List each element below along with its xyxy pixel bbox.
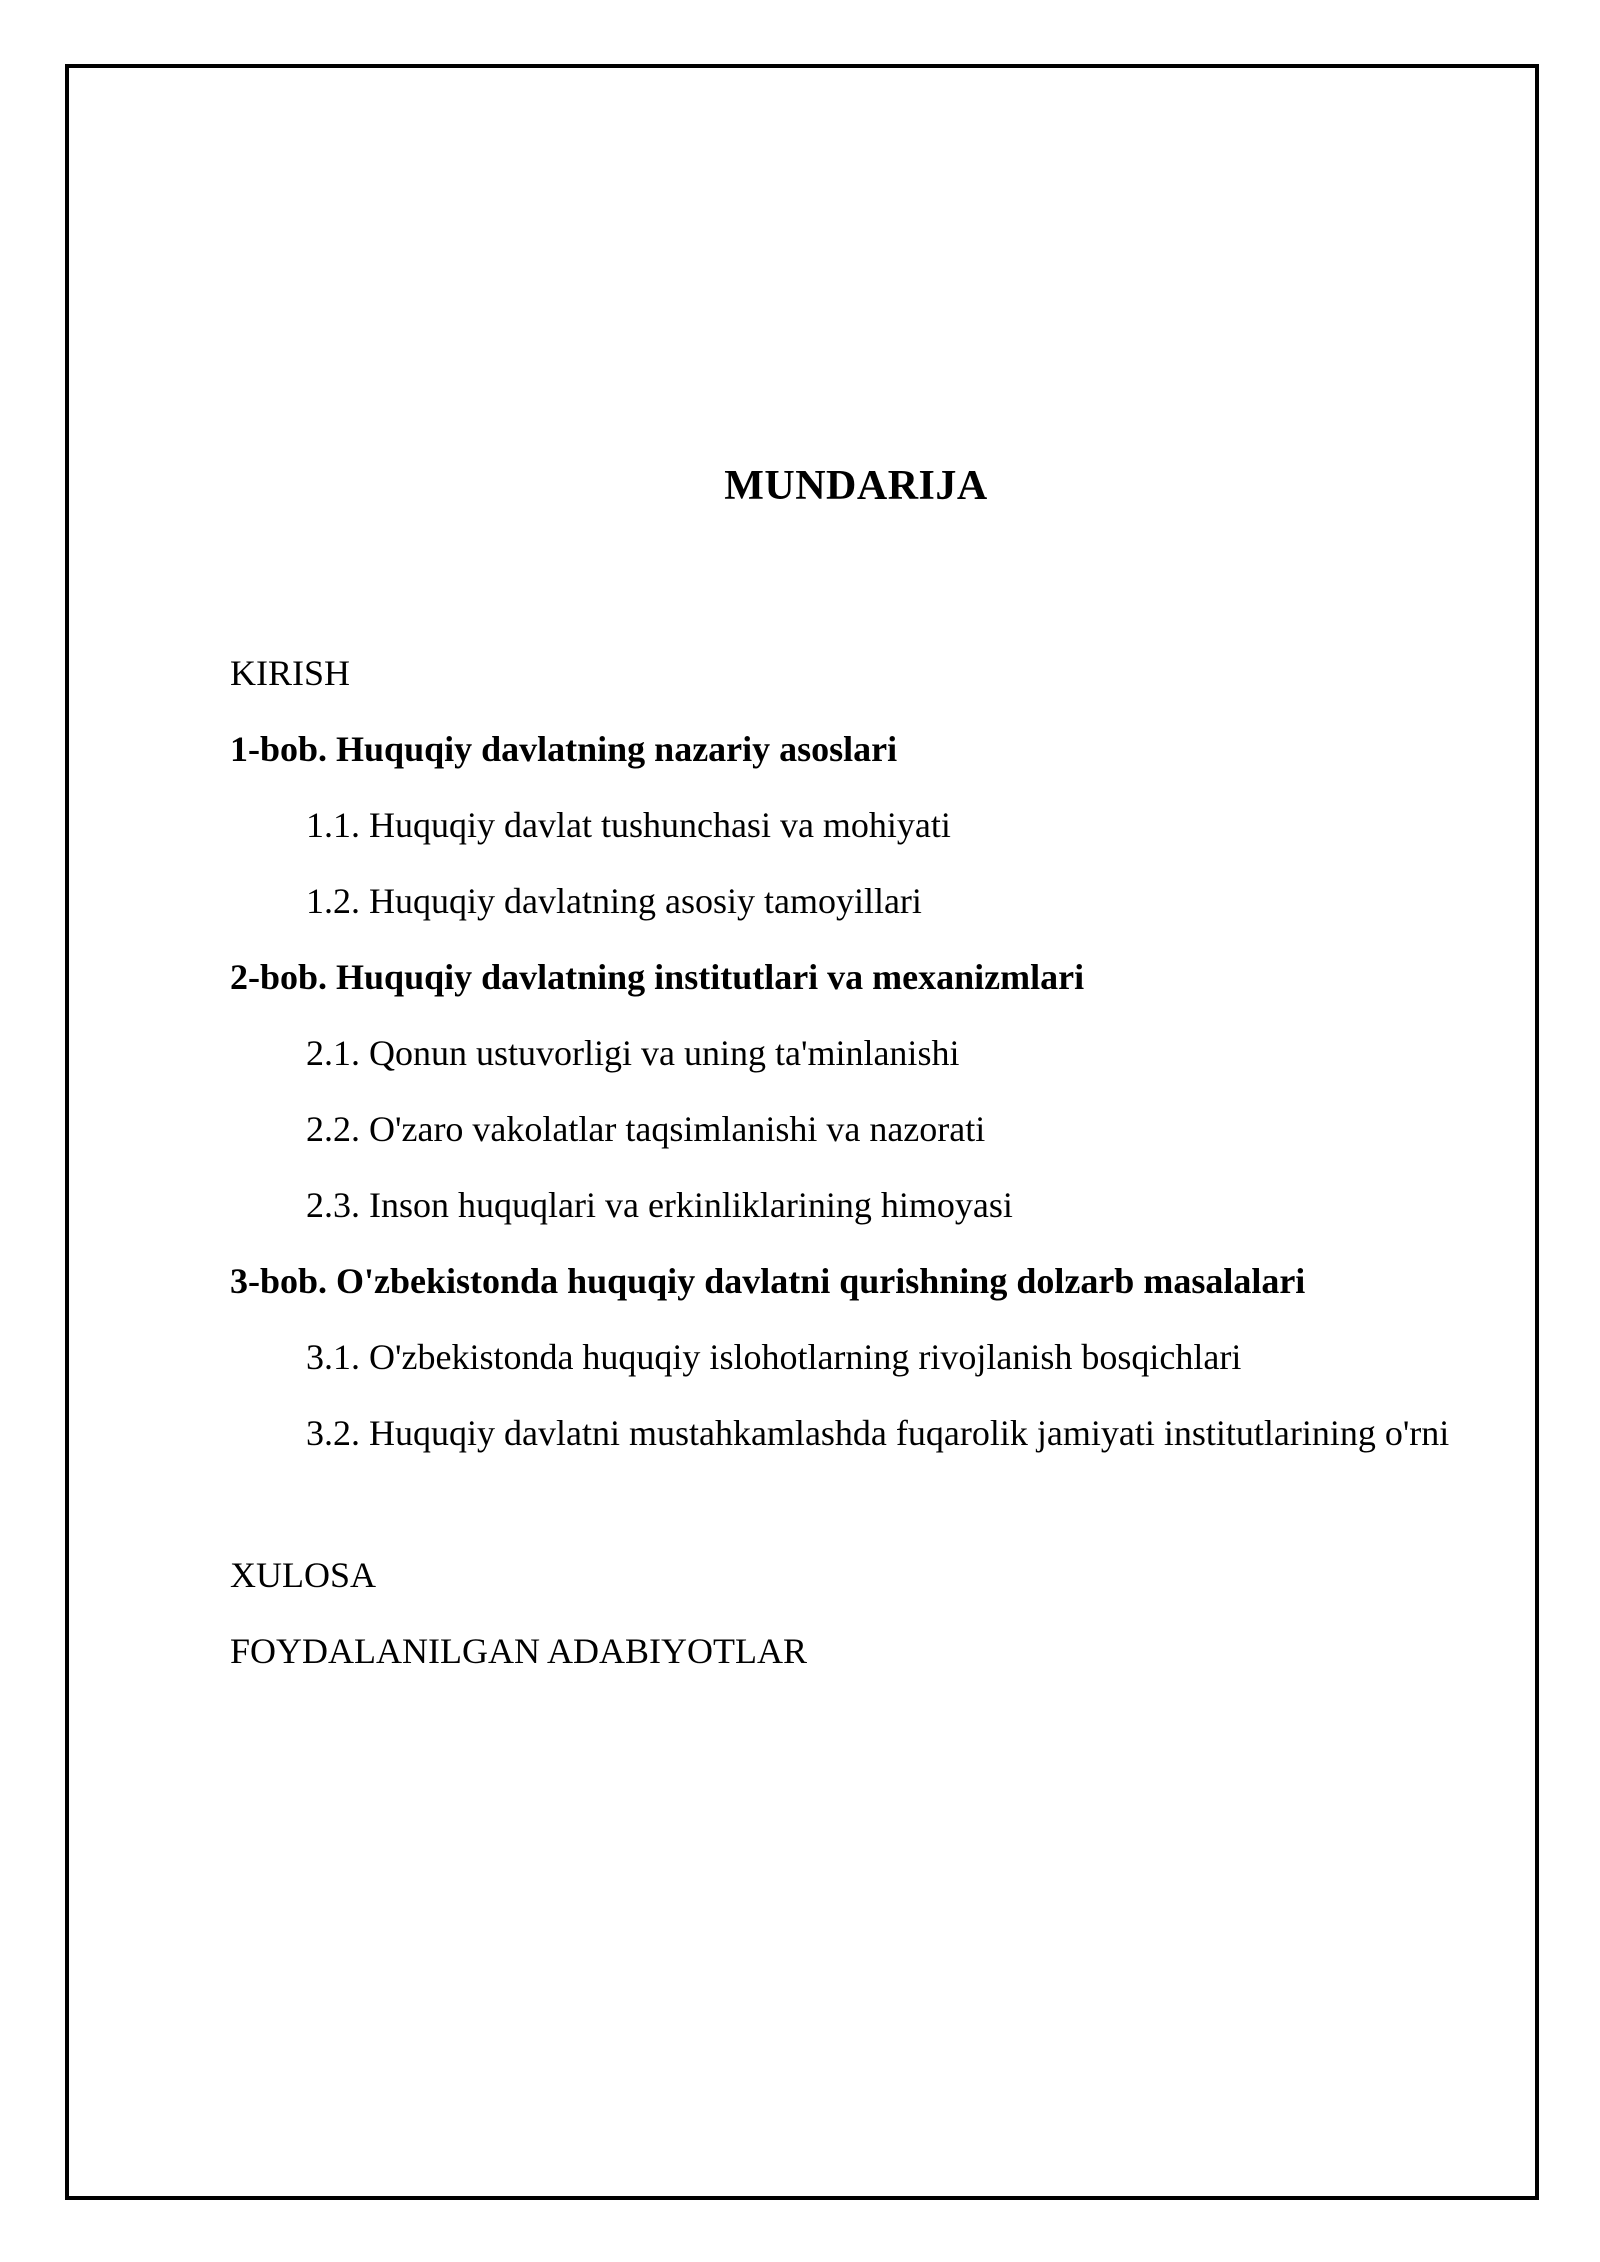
- toc-section-2-1: 2.1. Qonun ustuvorligi va uning ta'minlanishi: [306, 1033, 960, 1073]
- toc-item-conclusion: XULOSA: [230, 1555, 377, 1595]
- table-of-contents: [230, 640, 1450, 1694]
- toc-chapter-3: 3-bob. O'zbekistonda huquqiy davlatni qurishning dolzarb masalalari: [230, 1261, 1306, 1301]
- toc-item-introduction: KIRISH: [230, 653, 351, 693]
- toc-section-2-2: 2.2. O'zaro vakolatlar taqsimlanishi va nazorati: [306, 1109, 986, 1149]
- toc-chapter-1: 1-bob. Huquqiy davlatning nazariy asoslari: [230, 729, 898, 769]
- toc-section-2-3: 2.3. Inson huquqlari va erkinliklarining himoyasi: [306, 1185, 1013, 1225]
- toc-item-references: FOYDALANILGAN ADABIYOTLAR: [230, 1631, 807, 1671]
- toc-chapter-2: 2-bob. Huquqiy davlatning institutlari va mexanizmlari: [230, 957, 1085, 997]
- toc-section-3-1: 3.1. O'zbekistonda huquqiy islohotlarning rivojlanish bosqichlari: [306, 1337, 1242, 1377]
- toc-section-3-2: 3.2. Huquqiy davlatni mustahkamlashda fuqarolik jamiyati institutlarining o'rni: [306, 1413, 1450, 1453]
- toc-section-1-1: 1.1. Huquqiy davlat tushunchasi va mohiyati: [306, 805, 951, 845]
- page-title: MUNDARIJA: [724, 463, 988, 509]
- toc-section-1-2: 1.2. Huquqiy davlatning asosiy tamoyillari: [306, 881, 922, 921]
